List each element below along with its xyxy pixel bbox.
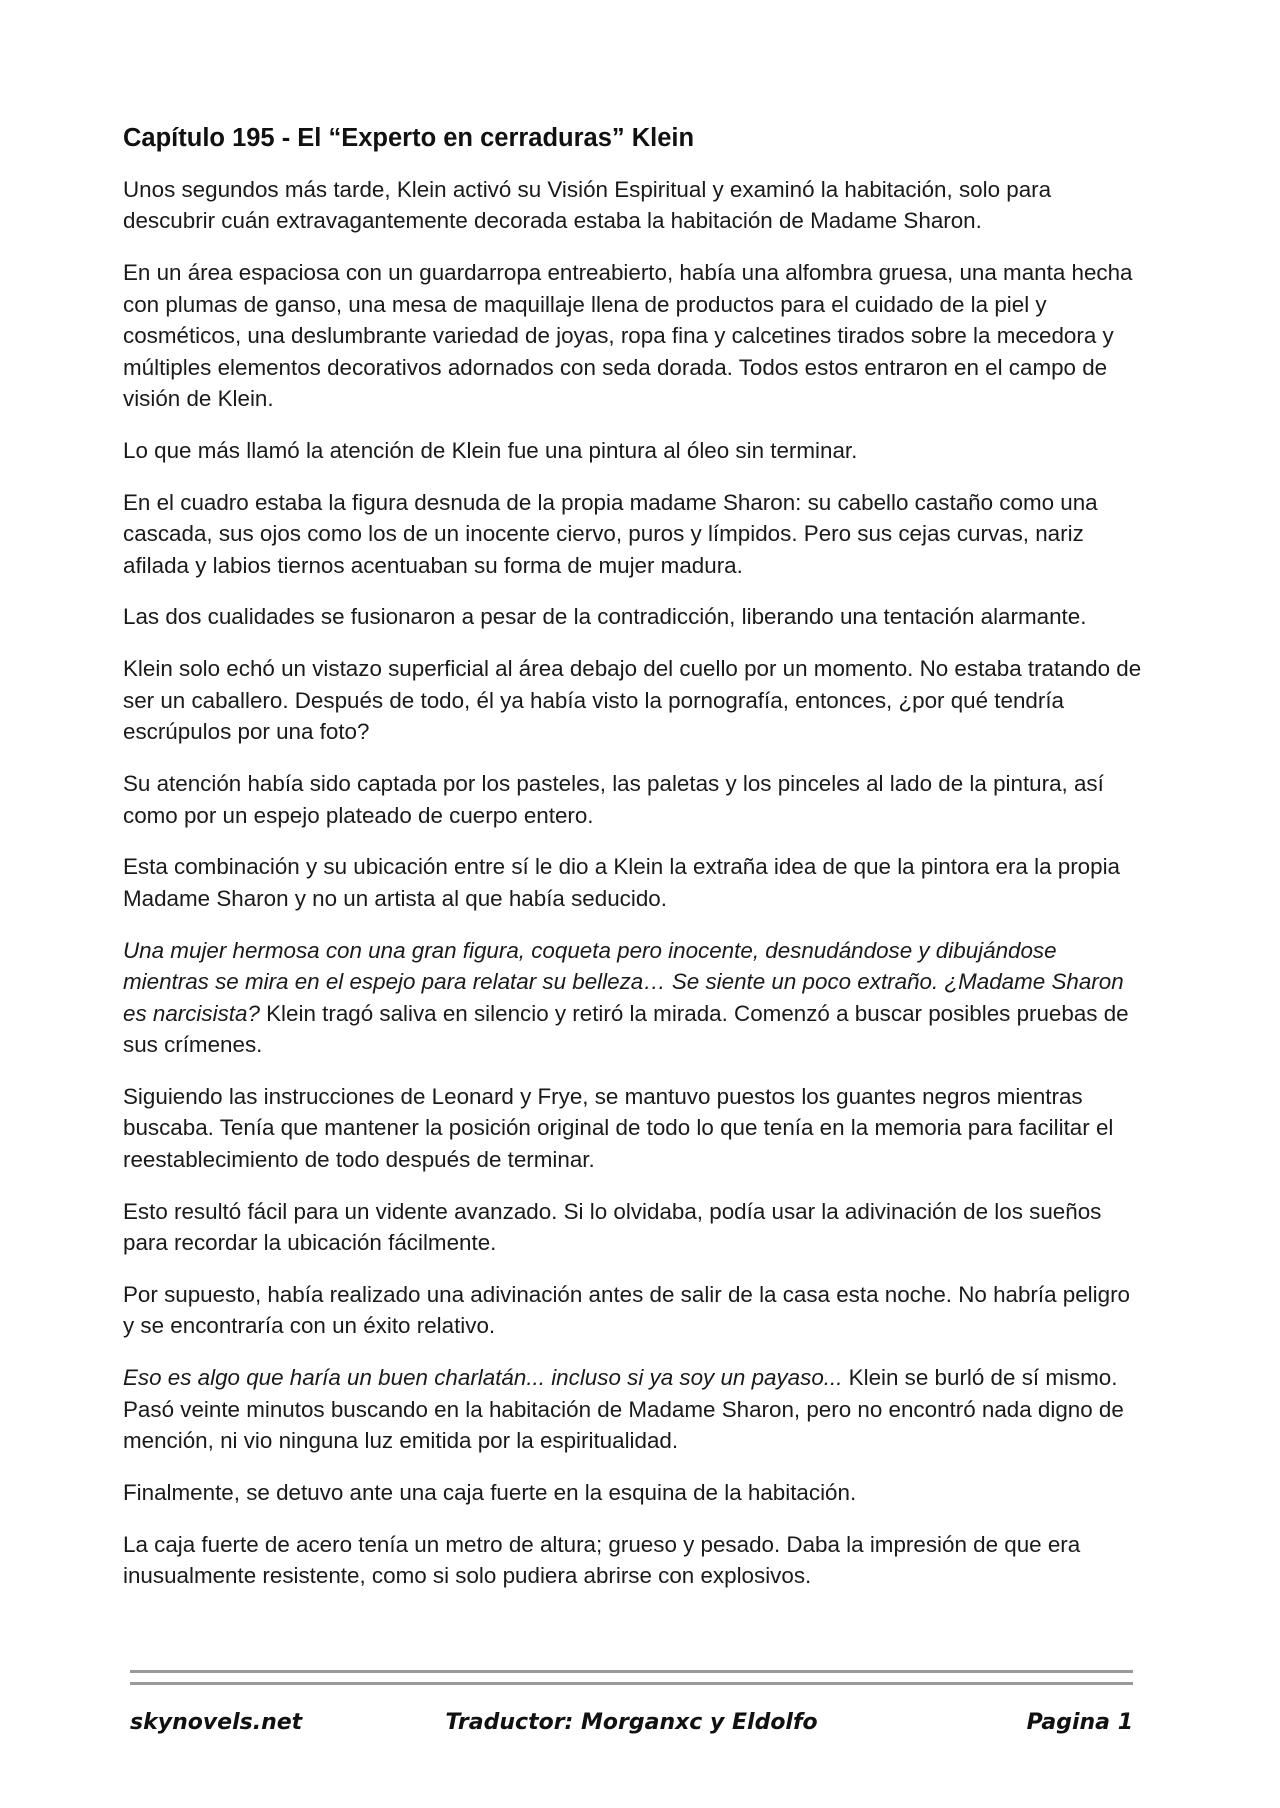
text-run: Unos segundos más tarde, Klein activó su Visión Espiritual y examinó la habitación, solo para descubrir cuán extravagantemente decorada estaba la habitación de Madame Sharon. — [123, 177, 1052, 234]
paragraph — [123, 1477, 1143, 1508]
page-footer — [130, 1710, 1133, 1746]
document-body — [123, 121, 1143, 1612]
text-run: En el cuadro estaba la figura desnuda de la propia madame Sharon: su cabello castaño como una cascada, sus ojos como los de un inocente ciervo, puros y límpidos. Pero sus cejas curvas, nariz afilada y labios tiernos acentuaban su forma de mujer madura. — [123, 489, 1098, 578]
italic-run: Una mujer hermosa con una gran figura, coqueta pero inocente, desnudándose y dibujándose mientras se mira en el espejo para relatar su belleza… Se siente un poco extraño. ¿Madame Sharon es narcisista? — [123, 937, 1124, 1026]
text-run: Su atención había sido captada por los pasteles, las paletas y los pinceles al lado de la pintura, así como por un espejo plateado de cuerpo entero. — [123, 771, 1104, 828]
text-run: Klein solo echó un vistazo superficial al área debajo del cuello por un momento. No estaba tratando de ser un caballero. Después de todo, él ya había visto la pornografía, entonces, ¿por qué tendría escrúpulos por una foto? — [123, 656, 1142, 745]
paragraph — [123, 1362, 1143, 1456]
paragraph — [123, 935, 1143, 1061]
text-run: Lo que más llamó la atención de Klein fue una pintura al óleo sin terminar. — [123, 437, 858, 463]
text-run: Klein se burló de sí mismo. Pasó veinte minutos buscando en la habitación de Madame Sharon, pero no encontró nada digno de mención, ni vio ninguna luz emitida por la espiritualidad. — [123, 1365, 1124, 1453]
text-run: Finalmente, se detuvo ante una caja fuerte en la esquina de la habitación. — [123, 1479, 857, 1505]
paragraph — [123, 1196, 1143, 1259]
text-run: Esto resultó fácil para un vidente avanzado. Si lo olvidaba, podía usar la adivinación de los sueños para recordar la ubicación fácilmente. — [123, 1198, 1102, 1255]
footer-translator: Traductor: Morganxc y Eldolfo — [445, 1710, 818, 1735]
text-run: Por supuesto, había realizado una adivinación antes de salir de la casa esta noche. No habría peligro y se encontraría con un éxito relativo. — [123, 1281, 1130, 1339]
text-run: La caja fuerte de acero tenía un metro de altura; grueso y pesado. Daba la impresión de que era inusualmente resistente, como si solo pudiera abrirse con explosivos. — [123, 1531, 1081, 1589]
paragraph — [123, 1081, 1143, 1175]
paragraph — [123, 601, 1143, 632]
paragraph — [123, 257, 1143, 414]
footer-page-number: Pagina 1 — [1026, 1710, 1133, 1735]
paragraph — [123, 1279, 1143, 1342]
paragraph — [123, 487, 1143, 581]
chapter-title: Capítulo 195 - El “Experto en cerraduras” Klein — [123, 124, 695, 152]
paragraph-list — [123, 174, 1143, 1592]
footer-site: skynovels.net — [130, 1710, 303, 1735]
paragraph — [123, 653, 1143, 747]
paragraph — [123, 768, 1143, 831]
text-run: Las dos cualidades se fusionaron a pesar de la contradicción, liberando una tentación alarmante. — [123, 604, 1087, 630]
paragraph — [123, 851, 1143, 914]
divider-line — [130, 1682, 1133, 1685]
italic-run: Eso es algo que haría un buen charlatán... incluso si ya soy un payaso... — [123, 1365, 843, 1391]
text-run: Siguiendo las instrucciones de Leonard y Frye, se mantuvo puestos los guantes negros mientras buscaba. Tenía que mantener la posición original de todo lo que tenía en la memoria para facilitar el reestablecimiento de todo después de terminar. — [123, 1083, 1114, 1172]
text-run: Esta combinación y su ubicación entre sí le dio a Klein la extraña idea de que la pintora era la propia Madame Sharon y no un artista al que había seducido. — [123, 854, 1120, 911]
paragraph — [123, 174, 1143, 237]
divider-line — [130, 1670, 1133, 1673]
paragraph — [123, 1529, 1143, 1592]
text-run: En un área espaciosa con un guardarropa entreabierto, había una alfombra gruesa, una manta hecha con plumas de ganso, una mesa de maquillaje llena de productos para el cuidado de la piel y cosméticos, una deslumbrante variedad de joyas, ropa fina y calcetines tirados sobre la mecedora y múltiples elementos decorativos adornados con seda dorada. Todos estos entraron en el campo de visión de Klein. — [123, 260, 1133, 411]
text-run: Klein tragó saliva en silencio y retiró la mirada. Comenzó a buscar posibles pruebas de sus crímenes. — [123, 1000, 1129, 1057]
footer-divider — [130, 1670, 1133, 1694]
paragraph — [123, 435, 1143, 466]
